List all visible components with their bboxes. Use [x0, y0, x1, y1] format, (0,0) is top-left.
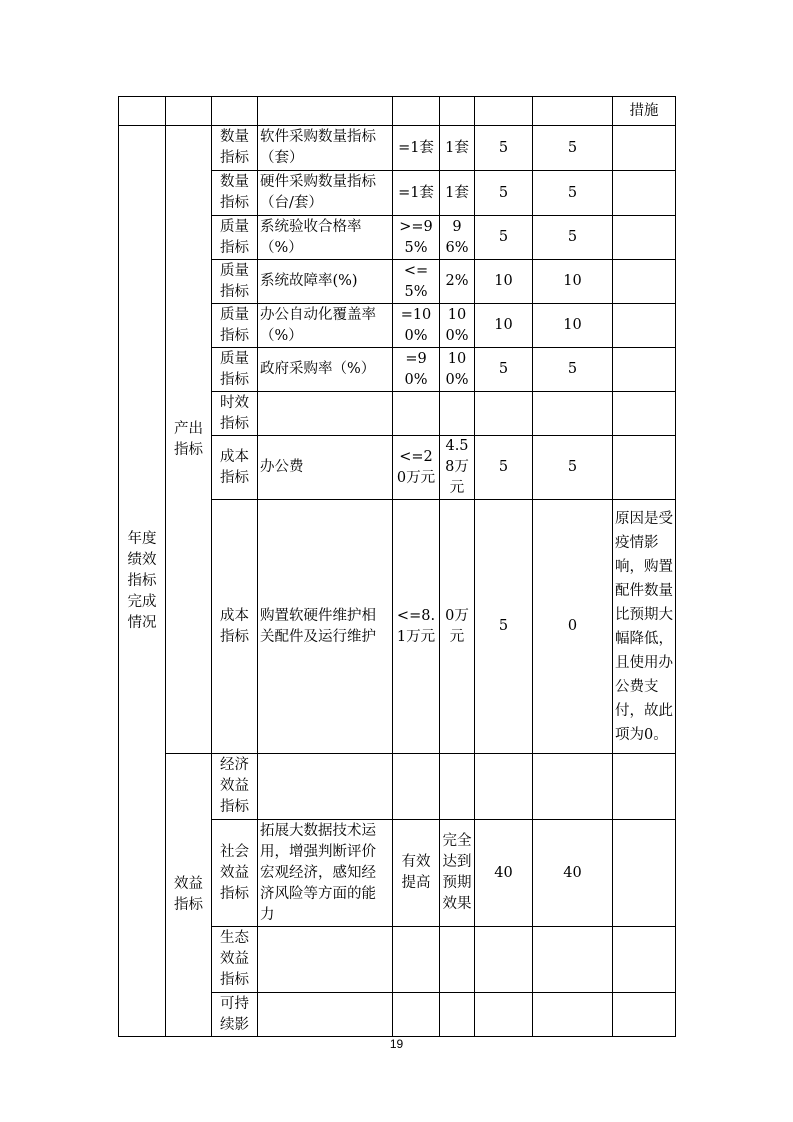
reason-text — [613, 927, 676, 993]
actual-value: 1套 — [440, 126, 475, 171]
weight-value: 40 — [475, 820, 533, 927]
section-label: 年度绩效指标完成情况 — [119, 126, 166, 1037]
indicator-type: 可持续影 — [212, 993, 258, 1037]
score-value: 40 — [533, 820, 613, 927]
indicator-name — [258, 392, 393, 436]
actual-value: 完全达到预期效果 — [440, 820, 475, 927]
actual-value — [440, 754, 475, 820]
indicator-name — [258, 927, 393, 993]
reason-text: 原因是受疫情影响，购置配件数量比预期大幅降低，且使用办公费支付，故此项为0。 — [613, 500, 676, 754]
reason-text — [613, 171, 676, 216]
reason-text — [613, 392, 676, 436]
target-value: =1套 — [393, 171, 440, 216]
weight-value: 5 — [475, 171, 533, 216]
table-row — [119, 126, 676, 171]
table-cell — [166, 97, 212, 126]
actual-value: 0万元 — [440, 500, 475, 754]
actual-value — [440, 993, 475, 1037]
actual-value — [440, 927, 475, 993]
target-value: 有效提高 — [393, 820, 440, 927]
reason-text — [613, 304, 676, 348]
indicator-name: 办公费 — [258, 436, 393, 500]
weight-value — [475, 927, 533, 993]
target-value: =100% — [393, 304, 440, 348]
score-value: 0 — [533, 500, 613, 754]
weight-value: 5 — [475, 348, 533, 392]
indicator-type: 成本指标 — [212, 436, 258, 500]
score-value — [533, 392, 613, 436]
group-label-benefit: 效益指标 — [166, 754, 212, 1037]
table-row — [119, 754, 676, 820]
group-label-output: 产出指标 — [166, 126, 212, 754]
weight-value: 10 — [475, 260, 533, 304]
target-value: <=8.1万元 — [393, 500, 440, 754]
table-cell — [440, 97, 475, 126]
indicator-type: 质量指标 — [212, 304, 258, 348]
table-header-row — [119, 97, 676, 126]
target-value: =90% — [393, 348, 440, 392]
reason-text — [613, 348, 676, 392]
indicator-name: 系统验收合格率（%） — [258, 216, 393, 260]
indicator-type: 生态效益指标 — [212, 927, 258, 993]
indicator-name: 购置软硬件维护相关配件及运行维护 — [258, 500, 393, 754]
score-value: 5 — [533, 348, 613, 392]
table-cell — [393, 97, 440, 126]
weight-value: 5 — [475, 216, 533, 260]
table-cell — [475, 97, 533, 126]
page-number: 19 — [389, 1037, 404, 1051]
actual-value: 1套 — [440, 171, 475, 216]
score-value — [533, 993, 613, 1037]
score-value — [533, 927, 613, 993]
score-value: 5 — [533, 171, 613, 216]
actual-value: 100% — [440, 304, 475, 348]
reason-text — [613, 260, 676, 304]
weight-value — [475, 993, 533, 1037]
target-value: <=5% — [393, 260, 440, 304]
indicator-type: 时效指标 — [212, 392, 258, 436]
weight-value — [475, 392, 533, 436]
indicator-type: 数量指标 — [212, 171, 258, 216]
actual-value: 100% — [440, 348, 475, 392]
target-value: =1套 — [393, 126, 440, 171]
indicator-name — [258, 754, 393, 820]
indicator-name: 软件采购数量指标（套） — [258, 126, 393, 171]
actual-value: 4.58万元 — [440, 436, 475, 500]
indicator-type: 经济效益指标 — [212, 754, 258, 820]
performance-table — [118, 96, 676, 1037]
target-value: <=20万元 — [393, 436, 440, 500]
weight-value: 5 — [475, 436, 533, 500]
indicator-type: 数量指标 — [212, 126, 258, 171]
indicator-type: 社会效益指标 — [212, 820, 258, 927]
indicator-name: 硬件采购数量指标（台/套） — [258, 171, 393, 216]
indicator-type: 质量指标 — [212, 348, 258, 392]
score-value: 10 — [533, 304, 613, 348]
reason-text — [613, 216, 676, 260]
actual-value — [440, 392, 475, 436]
indicator-name: 办公自动化覆盖率（%） — [258, 304, 393, 348]
indicator-type: 质量指标 — [212, 216, 258, 260]
table-cell — [212, 97, 258, 126]
indicator-type: 质量指标 — [212, 260, 258, 304]
weight-value — [475, 754, 533, 820]
reason-text — [613, 126, 676, 171]
target-value — [393, 993, 440, 1037]
indicator-name: 政府采购率（%） — [258, 348, 393, 392]
actual-value: 2% — [440, 260, 475, 304]
table-cell — [119, 97, 166, 126]
score-value: 5 — [533, 126, 613, 171]
target-value — [393, 392, 440, 436]
score-value: 5 — [533, 436, 613, 500]
actual-value: 96% — [440, 216, 475, 260]
indicator-name: 系统故障率(%) — [258, 260, 393, 304]
target-value: >=95% — [393, 216, 440, 260]
indicator-type: 成本指标 — [212, 500, 258, 754]
table-cell — [258, 97, 393, 126]
target-value — [393, 754, 440, 820]
weight-value: 5 — [475, 500, 533, 754]
weight-value: 5 — [475, 126, 533, 171]
score-value: 10 — [533, 260, 613, 304]
score-value: 5 — [533, 216, 613, 260]
indicator-name — [258, 993, 393, 1037]
reason-text — [613, 820, 676, 927]
indicator-name: 拓展大数据技术运用，增强判断评价宏观经济，感知经济风险等方面的能力 — [258, 820, 393, 927]
score-value — [533, 754, 613, 820]
measures-header: 措施 — [613, 97, 676, 126]
target-value — [393, 927, 440, 993]
weight-value: 10 — [475, 304, 533, 348]
table-cell — [533, 97, 613, 126]
reason-text — [613, 436, 676, 500]
reason-text — [613, 993, 676, 1037]
reason-text — [613, 754, 676, 820]
